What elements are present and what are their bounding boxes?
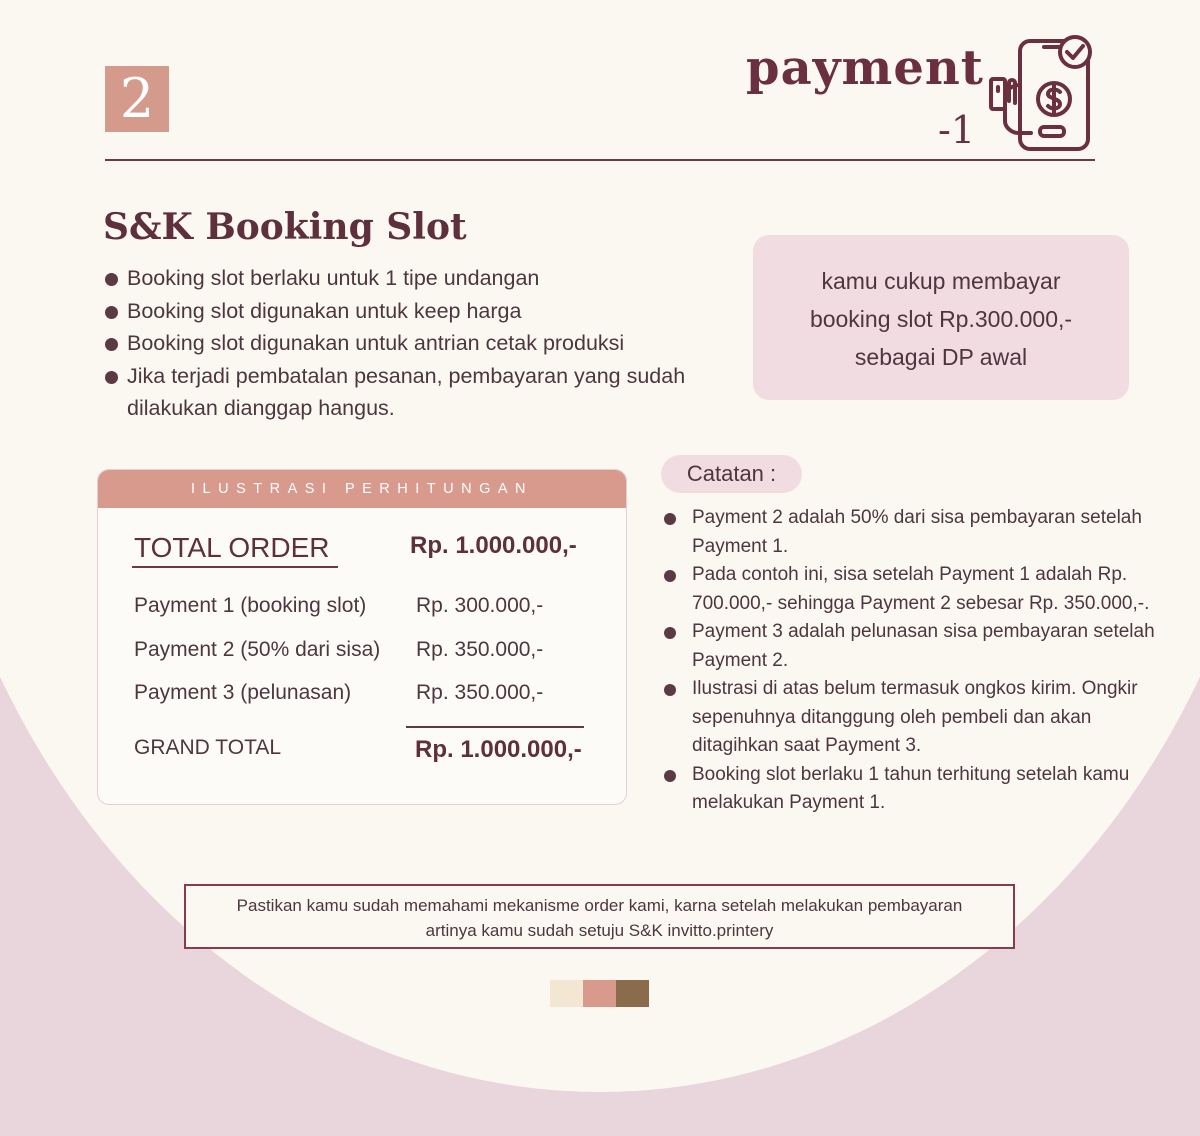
calculation-header: ILUSTRASI PERHITUNGAN: [98, 470, 626, 508]
payment-value: Rp. 350.000,-: [416, 681, 544, 704]
color-palette: [550, 980, 649, 1007]
total-order-label: TOTAL ORDER: [134, 532, 330, 563]
page-title: payment: [746, 40, 984, 96]
page-subtitle: -1: [938, 108, 976, 152]
rule-item: Booking slot digunakan untuk keep harga: [104, 295, 704, 328]
grand-total-value: Rp. 1.000.000,-: [415, 736, 582, 763]
confirmation-line: artinya kamu sudah setuju S&K invitto.printery: [425, 921, 774, 940]
calculation-card: [97, 469, 627, 805]
note-item: Booking slot berlaku 1 tahun terhitung setelah kamu melakukan Payment 1.: [662, 761, 1162, 818]
palette-swatch: [616, 980, 649, 1007]
note-item: Payment 2 adalah 50% dari sisa pembayaran setelah Payment 1.: [662, 504, 1162, 561]
booking-rules-list: [104, 262, 704, 425]
phone-payment-check-icon: [985, 33, 1100, 153]
rule-item: Booking slot berlaku untuk 1 tipe undangan: [104, 262, 704, 295]
note-item: Payment 3 adalah pelunasan sisa pembayaran setelah Payment 2.: [662, 618, 1162, 675]
sum-divider: [406, 726, 584, 728]
dp-info-box: [753, 235, 1129, 400]
palette-swatch: [583, 980, 616, 1007]
confirmation-line: Pastikan kamu sudah memahami mekanisme order kami, karna setelah melakukan pembayaran: [236, 896, 963, 915]
note-item: Ilustrasi di atas belum termasuk ongkos kirim. Ongkir sepenuhnya ditanggung oleh pembeli dan akan ditagihkan saat Payment 3.: [662, 675, 1162, 761]
confirmation-notice: [184, 884, 1015, 949]
palette-swatch: [550, 980, 583, 1007]
total-order-underline: [132, 566, 338, 568]
payment-label: Payment 1 (booking slot): [134, 594, 367, 617]
step-number-badge: 2: [105, 66, 169, 132]
dp-line: booking slot Rp.300.000,-: [809, 306, 1073, 332]
payment-label: Payment 3 (pelunasan): [134, 681, 352, 704]
notes-label: Catatan :: [661, 455, 802, 493]
rule-item: Booking slot digunakan untuk antrian cetak produksi: [104, 327, 704, 360]
payment-value: Rp. 350.000,-: [416, 638, 544, 661]
total-order-value: Rp. 1.000.000,-: [410, 532, 577, 559]
payment-label: Payment 2 (50% dari sisa): [134, 638, 381, 661]
rule-item: Jika terjadi pembatalan pesanan, pembayaran yang sudah dilakukan dianggap hangus.: [104, 360, 704, 425]
grand-total-label: GRAND TOTAL: [134, 736, 282, 759]
note-item: Pada contoh ini, sisa setelah Payment 1 adalah Rp. 700.000,- sehingga Payment 2 sebesar Rp. 350.000,-.: [662, 561, 1162, 618]
booking-slot-heading: S&K Booking Slot: [103, 206, 467, 248]
payment-value: Rp. 300.000,-: [416, 594, 544, 617]
dp-line: sebagai DP awal: [854, 344, 1028, 370]
dp-line: kamu cukup membayar: [821, 268, 1061, 294]
notes-list: [662, 504, 1162, 818]
header-divider: [105, 159, 1095, 161]
